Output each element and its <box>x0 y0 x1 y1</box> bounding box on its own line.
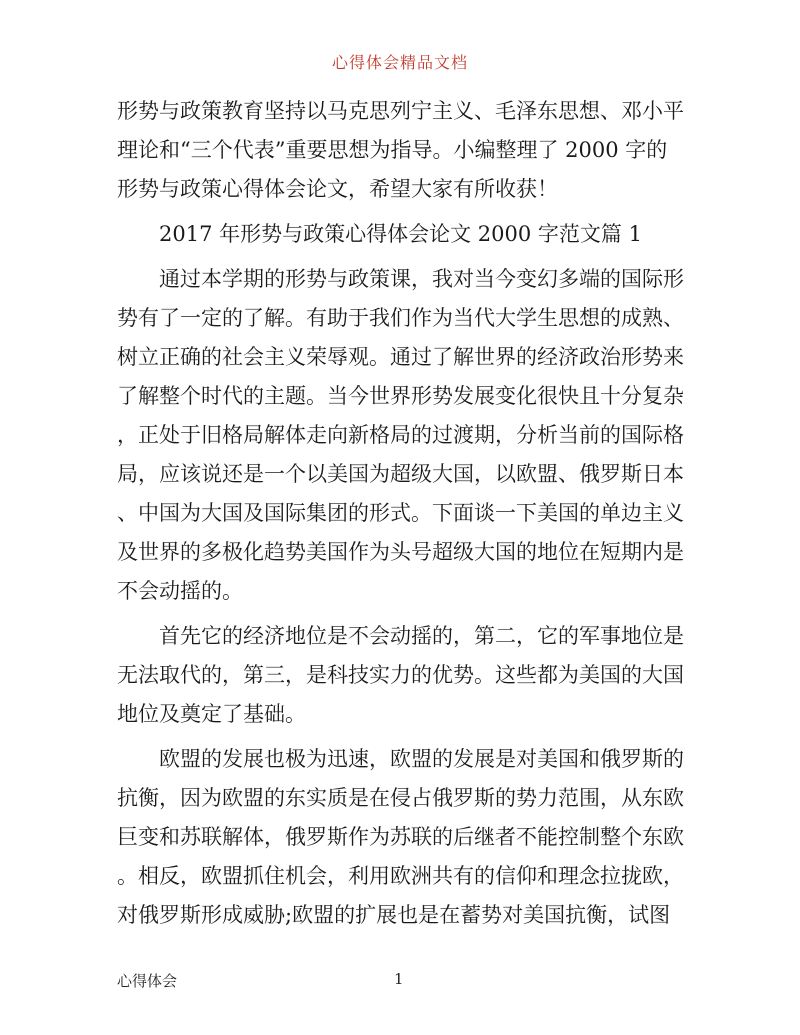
text-line: ，正处于旧格局解体走向新格局的过渡期，分析当前的国际格 <box>117 423 684 447</box>
text-line: 树立正确的社会主义荣辱观。通过了解世界的经济政治形势来 <box>117 345 684 369</box>
text-line: 理论和“三个代表”重要思想为指导。小编整理了 2000 字的 <box>117 138 668 162</box>
text-line: 局，应该说还是一个以美国为超级大国，以欧盟、俄罗斯日本 <box>117 462 684 486</box>
paragraph-intro <box>117 92 685 209</box>
text-line: 、中国为大国及国际集团的形式。下面谈一下美国的单边主义 <box>117 501 684 525</box>
paragraph-body <box>117 740 685 935</box>
text-line: 巨变和苏联解体，俄罗斯作为苏联的后继者不能控制整个东欧 <box>117 825 684 849</box>
text-line: 抗衡，因为欧盟的东实质是在侵占俄罗斯的势力范围，从东欧 <box>117 786 684 810</box>
text-line: 了解整个时代的主题。当今世界形势发展变化很快且十分复杂 <box>117 384 684 408</box>
text-line: 首先它的经济地位是不会动摇的，第二，它的军事地位是 <box>117 624 684 648</box>
text-line: 及世界的多极化趋势美国作为头号超级大国的地位在短期内是 <box>117 540 684 564</box>
page-header-title: 心得体会精品文档 <box>331 53 468 72</box>
footer-label: 心得体会 <box>117 972 178 990</box>
text-line: 欧盟的发展也极为迅速，欧盟的发展是对美国和俄罗斯的 <box>117 747 684 771</box>
text-line: 对俄罗斯形成威胁;欧盟的扩展也是在蓄势对美国抗衡，试图 <box>117 903 671 927</box>
text-line: 2017 年形势与政策心得体会论文 2000 字范文篇 1 <box>117 222 642 246</box>
text-line: 势有了一定的了解。有助于我们作为当代大学生思想的成熟、 <box>117 306 684 330</box>
text-line: 形势与政策教育坚持以马克思列宁主义、毛泽东思想、邓小平 <box>117 99 684 123</box>
section-heading <box>117 215 685 254</box>
document-body <box>117 92 685 935</box>
text-line: 地位及奠定了基础。 <box>117 702 306 726</box>
text-line: 形势与政策心得体会论文，希望大家有所收获！ <box>117 177 558 201</box>
text-line: 不会动摇的。 <box>117 579 243 603</box>
paragraph-body <box>117 617 685 734</box>
text-line: 。相反，欧盟抓住机会，利用欧洲共有的信仰和理念拉拢欧， <box>117 864 684 888</box>
paragraph-body <box>117 260 685 611</box>
page-number: 1 <box>394 970 404 988</box>
text-line: 通过本学期的形势与政策课，我对当今变幻多端的国际形 <box>117 267 684 291</box>
text-line: 无法取代的，第三，是科技实力的优势。这些都为美国的大国 <box>117 663 684 687</box>
